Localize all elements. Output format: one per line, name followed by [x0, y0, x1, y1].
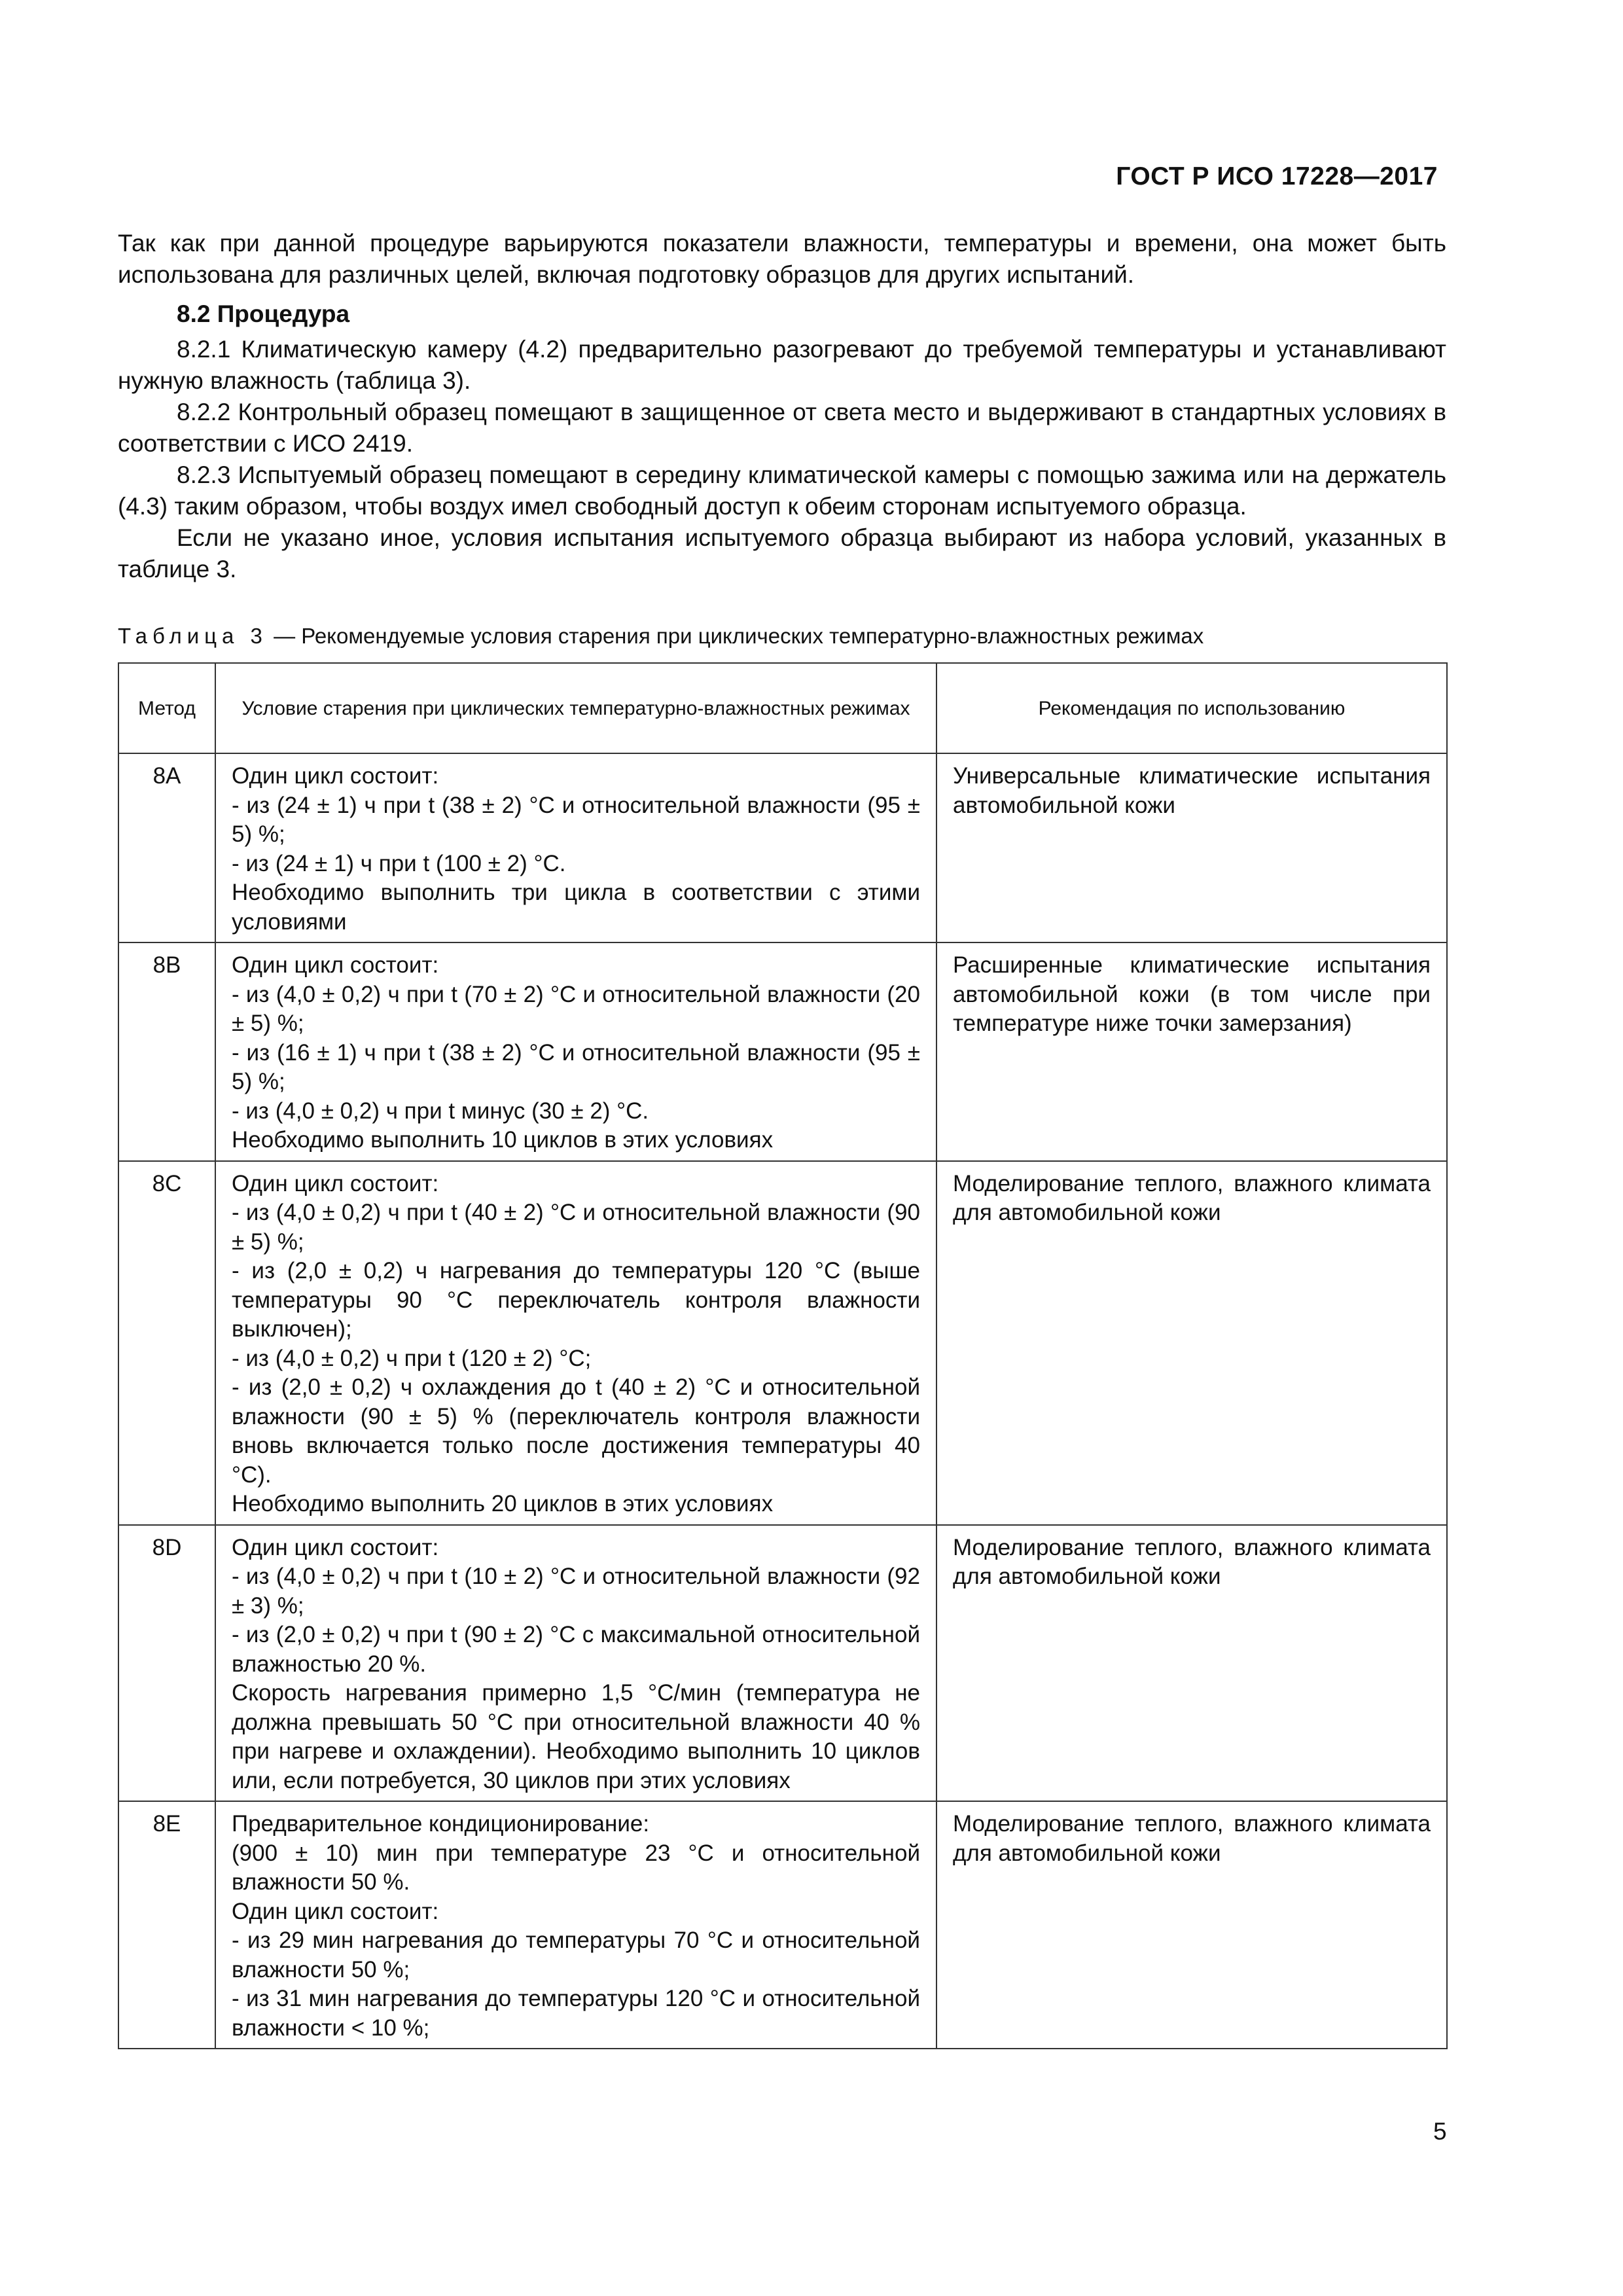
- condition-line: - из (24 ± 1) ч при t (100 ± 2) °C.: [232, 850, 566, 876]
- header-recommendation: Рекомендация по использованию: [936, 663, 1447, 753]
- method-cell: 8D: [118, 1525, 215, 1802]
- table-caption: [118, 622, 1446, 651]
- header-condition: Условие старения при циклических температурно-влажностных режимах: [215, 663, 936, 753]
- condition-line: (900 ± 10) мин при температуре 23 °C и относительной влажности 50 %.: [232, 1840, 920, 1895]
- table-caption-prefix: Таблица 3: [118, 624, 268, 648]
- method-cell: 8E: [118, 1801, 215, 2049]
- condition-line: - из (4,0 ± 0,2) ч при t (120 ± 2) °C;: [232, 1345, 592, 1371]
- paragraph-8-2-3: 8.2.3 Испытуемый образец помещают в середину климатической камеры с помощью зажима или на держатель (4.3) таким образом, чтобы воздух имел свободный доступ к обеим сторонам испытуемого образца.: [118, 461, 1446, 520]
- table-row: [118, 1525, 1447, 1802]
- table-row: [118, 1161, 1447, 1525]
- recommendation-cell: Моделирование теплого, влажного климата для автомобильной кожи: [936, 1801, 1447, 2049]
- condition-line: - из 29 мин нагревания до температуры 70 °C и относительной влажности 50 %;: [232, 1928, 920, 1982]
- table-row: [118, 1801, 1447, 2049]
- condition-cell: [215, 942, 936, 1161]
- condition-line: - из (2,0 ± 0,2) ч при t (90 ± 2) °C с максимальной относительной влажностью 20 %.: [232, 1622, 920, 1677]
- condition-line: Необходимо выполнить 10 циклов в этих условиях: [232, 1127, 774, 1153]
- condition-cell: [215, 753, 936, 942]
- condition-line: Скорость нагревания примерно 1,5 °C/мин (температура не должна превышать 50 °C при относительной влажности 40 % при нагреве и охлаждении). Необходимо выполнить 10 циклов или, если потребуется, 30 циклов при этих условиях: [232, 1680, 920, 1793]
- table-header-row: [118, 663, 1447, 753]
- section-heading: 8.2 Процедура: [177, 300, 350, 327]
- condition-line: - из (24 ± 1) ч при t (38 ± 2) °C и относительной влажности (95 ± 5) %;: [232, 792, 920, 847]
- condition-line: Один цикл состоит:: [232, 1170, 439, 1196]
- page-number: 5: [1433, 2118, 1447, 2145]
- condition-line: Предварительное кондиционирование:: [232, 1811, 650, 1837]
- condition-line: Один цикл состоит:: [232, 763, 439, 789]
- condition-line: - из (2,0 ± 0,2) ч нагревания до температуры 120 °C (выше температуры 90 °C переключатель контроля влажности выключен);: [232, 1258, 920, 1342]
- condition-line: - из (2,0 ± 0,2) ч охлаждения до t (40 ± 2) °C и относительной влажности (90 ± 5) % (переключатель контроля влажности вновь включается только после достижения температуры 40 °C).: [232, 1374, 920, 1488]
- condition-line: - из (16 ± 1) ч при t (38 ± 2) °C и относительной влажности (95 ± 5) %;: [232, 1039, 920, 1094]
- intro-paragraph: Так как при данной процедуре варьируются показатели влажности, температуры и времени, она может быть использована для различных целей, включая подготовку образцов для других испытаний.: [118, 230, 1446, 288]
- recommendation-cell: Универсальные климатические испытания автомобильной кожи: [936, 753, 1447, 942]
- page-content: [118, 228, 1446, 2049]
- condition-cell: [215, 1525, 936, 1802]
- recommendation-cell: Расширенные климатические испытания автомобильной кожи (в том числе при температуре ниже точки замерзания): [936, 942, 1447, 1161]
- method-cell: 8B: [118, 942, 215, 1161]
- condition-line: - из 31 мин нагревания до температуры 120 °C и относительной влажности < 10 %;: [232, 1986, 920, 2041]
- condition-line: - из (4,0 ± 0,2) ч при t (70 ± 2) °C и относительной влажности (20 ± 5) %;: [232, 981, 920, 1036]
- condition-line: Необходимо выполнить три цикла в соответствии с этими условиями: [232, 880, 920, 935]
- condition-line: - из (4,0 ± 0,2) ч при t (10 ± 2) °C и относительной влажности (92 ± 3) %;: [232, 1564, 920, 1619]
- condition-line: Необходимо выполнить 20 циклов в этих условиях: [232, 1491, 774, 1516]
- table-body: [118, 753, 1447, 2049]
- conditions-table: [118, 662, 1448, 2049]
- header-method: Метод: [118, 663, 215, 753]
- recommendation-cell: Моделирование теплого, влажного климата для автомобильной кожи: [936, 1525, 1447, 1802]
- condition-line: Один цикл состоит:: [232, 1534, 439, 1560]
- paragraph-8-2-2: 8.2.2 Контрольный образец помещают в защищенное от света место и выдерживают в стандартных условиях в соответствии с ИСО 2419.: [118, 399, 1446, 457]
- condition-line: - из (4,0 ± 0,2) ч при t минус (30 ± 2) °C.: [232, 1098, 649, 1124]
- condition-line: - из (4,0 ± 0,2) ч при t (40 ± 2) °C и относительной влажности (90 ± 5) %;: [232, 1200, 920, 1255]
- condition-line: Один цикл состоит:: [232, 952, 439, 978]
- condition-line: Один цикл состоит:: [232, 1898, 439, 1924]
- paragraph-conditions: Если не указано иное, условия испытания испытуемого образца выбирают из набора условий, указанных в таблице 3.: [118, 524, 1446, 583]
- table-row: [118, 942, 1447, 1161]
- table-row: [118, 753, 1447, 942]
- condition-cell: [215, 1801, 936, 2049]
- condition-cell: [215, 1161, 936, 1525]
- recommendation-cell: Моделирование теплого, влажного климата для автомобильной кожи: [936, 1161, 1447, 1525]
- paragraph-8-2-1: 8.2.1 Климатическую камеру (4.2) предварительно разогревают до требуемой температуры и устанавливают нужную влажность (таблица 3).: [118, 336, 1446, 394]
- table-caption-text: — Рекомендуемые условия старения при циклических температурно-влажностных режимах: [267, 624, 1204, 648]
- method-cell: 8C: [118, 1161, 215, 1525]
- document-header: ГОСТ Р ИСО 17228—2017: [1116, 162, 1438, 190]
- method-cell: 8A: [118, 753, 215, 942]
